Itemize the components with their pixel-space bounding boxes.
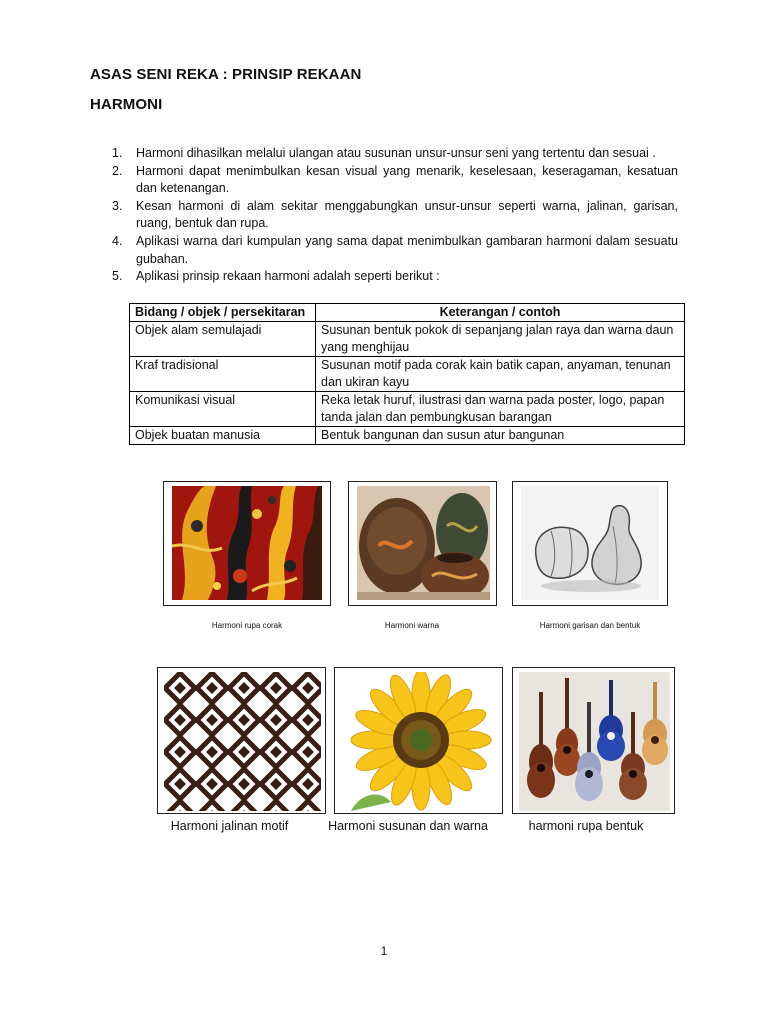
figure-batik [163, 481, 331, 606]
figure-caption: Harmoni rupa corak [211, 621, 283, 630]
page-number: 1 [380, 944, 388, 958]
table-header: Bidang / objek / persekitaran [130, 304, 316, 322]
figure-diamond-pattern [157, 667, 326, 814]
table-cell: Objek alam semulajadi [130, 322, 316, 357]
table-cell: Susunan motif pada corak kain batik capan, anyaman, tenunan dan ukiran kayu [316, 357, 685, 392]
figure-caption: Harmoni garisan dan bentuk [539, 621, 641, 630]
points-list [90, 145, 678, 286]
list-item-text: Aplikasi warna dari kumpulan yang sama dapat menimbulkan gambaran harmoni dalam sesuatu gubahan. [136, 233, 678, 266]
pencil-gourd-drawing-image [521, 486, 659, 600]
figure-caption: Harmoni jalinan motif [170, 819, 289, 833]
table-row [130, 357, 685, 392]
pottery-vases-image [357, 486, 490, 600]
list-item-text: Kesan harmoni di alam sekitar menggabungkan unsur-unsur seperti warna, jalinan, garisan, ruang, bentuk dan rupa. [136, 198, 678, 231]
sunflower-image [341, 672, 498, 811]
figure-caption: Harmoni susunan dan warna [328, 819, 488, 833]
table-row [130, 427, 685, 445]
table-cell: Reka letak huruf, ilustrasi dan warna pada poster, logo, papan tanda jalan dan pembungkusan barangan [316, 392, 685, 427]
figure-sunflower [334, 667, 503, 814]
ukuleles-image [519, 672, 670, 811]
table-cell: Komunikasi visual [130, 392, 316, 427]
list-item-text: Harmoni dihasilkan melalui ulangan atau susunan unsur-unsur seni yang tertentu dan sesuai . [136, 146, 656, 160]
table-cell: Bentuk bangunan dan susun atur bangunan [316, 427, 685, 445]
list-item: 1. Harmoni dihasilkan melalui ulangan atau susunan unsur-unsur seni yang tertentu dan sesuai . [112, 146, 656, 160]
list-item: 3. Kesan harmoni di alam sekitar menggabungkan unsur-unsur seperti warna, jalinan, garisan, ruang, bentuk dan rupa. [112, 198, 678, 231]
section-title: HARMONI [90, 96, 163, 113]
list-item: 2. Harmoni dapat menimbulkan kesan visual yang menarik, keselesaan, keseragaman, kesatuan dan ketenangan. [112, 163, 678, 196]
list-item-text: Harmoni dapat menimbulkan kesan visual yang menarik, keselesaan, keseragaman, kesatuan dan ketenangan. [136, 163, 678, 196]
figure-caption: Harmoni warna [384, 621, 440, 630]
figure-ukuleles [512, 667, 675, 814]
harmony-application-table [129, 303, 685, 445]
table-cell: Objek buatan manusia [130, 427, 316, 445]
figure-pottery [348, 481, 497, 606]
batik-pattern-image [172, 486, 322, 600]
table-row [130, 322, 685, 357]
diamond-pattern-image [164, 672, 321, 811]
figure-caption: harmoni rupa bentuk [528, 819, 644, 833]
table-cell: Kraf tradisional [130, 357, 316, 392]
table-header-row [130, 304, 685, 322]
table-row [130, 392, 685, 427]
table-cell: Susunan bentuk pokok di sepanjang jalan raya dan warna daun yang menghijau [316, 322, 685, 357]
table-header: Keterangan / contoh [316, 304, 685, 322]
figure-drawing [512, 481, 668, 606]
list-item: 4. Aplikasi warna dari kumpulan yang sama dapat menimbulkan gambaran harmoni dalam sesuatu gubahan. [112, 233, 678, 266]
document-title: ASAS SENI REKA : PRINSIP REKAAN [90, 66, 362, 83]
list-item-text: Aplikasi prinsip rekaan harmoni adalah seperti berikut : [136, 269, 440, 284]
list-item: 5. Aplikasi prinsip rekaan harmoni adalah seperti berikut : [112, 269, 440, 284]
